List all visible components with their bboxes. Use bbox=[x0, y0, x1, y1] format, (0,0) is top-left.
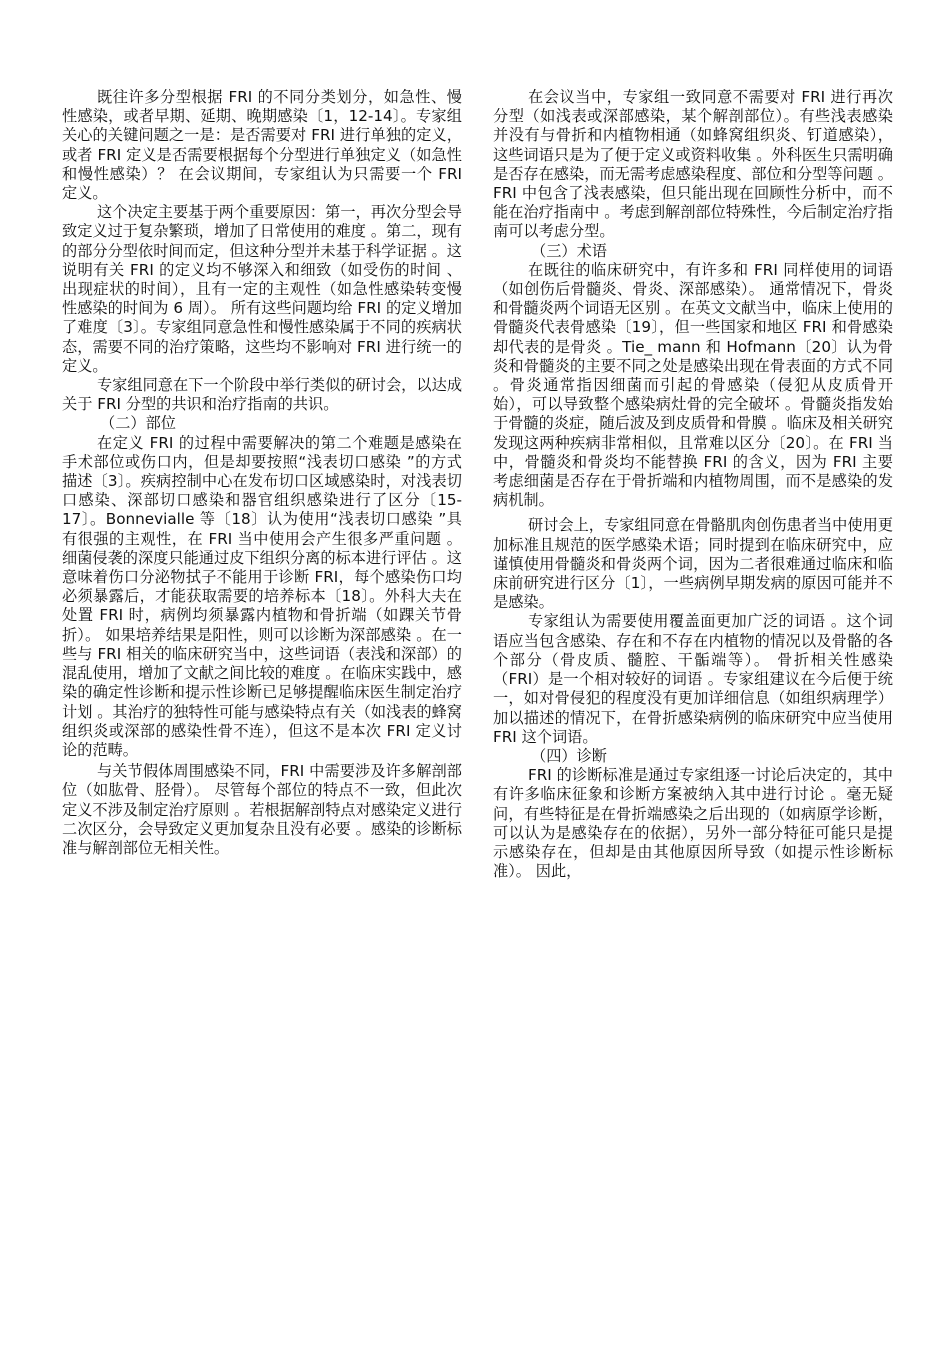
paragraph: 研讨会上，专家组同意在骨骼肌肉创伤患者当中使用更加标准且规范的医学感染术语；同时提到在临床研究中，应谨慎使用骨髓炎和骨炎两个词，因为二者很难通过临床和临床前研究进行区分〔1〕，一些病例早期发病的原因可能并不是感染。 bbox=[493, 516, 893, 612]
paragraph: 在既往的临床研究中，有许多和 FRI 同样使用的词语（如创伤后骨髓炎、骨炎、深部感染）。 通常情况下，骨炎和骨髓炎两个词语无区别 。在英文文献当中，临床上使用的骨髓炎代表骨感染〔19〕，但一些国家和地区 FRI 和骨感染却代表的是骨炎 。Tie_ mann 和 Hofmann〔20〕认为骨炎和骨髓炎的主要不同之处是感染出现在骨表面的方式不同 。骨炎通常指因细菌而引起的骨感染（侵犯从皮质骨开始），可以导致整个感染病灶骨的完全破坏 。骨髓炎指发始于骨髓的炎症，随后波及到皮质骨和骨膜 。临床及相关研究发现这两种疾病非常相似，且常难以区分〔20〕。在 FRI 当中，骨髓炎和骨炎均不能替换 FRI 的含义，因为 FRI 主要考虑细菌是否存在于骨折端和内植物周围，而不是感染的发病机制。 bbox=[493, 260, 893, 510]
paragraph: 与关节假体周围感染不同，FRI 中需要涉及许多解剖部位（如肱骨、胫骨）。 尽管每个部位的特点不一致，但此次定义不涉及制定治疗原则 。若根据解剖特点对感染定义进行二次区分，会导致定义更加复杂且没有必要 。感染的诊断标准与解剖部位无相关性。 bbox=[62, 762, 462, 857]
paragraph: 在定义 FRI 的过程中需要解决的第二个难题是感染在手术部位或伤口内，但是却要按照“浅表切口感染 ”的方式描述〔3〕。疾病控制中心在发布切口区域感染时，对浅表切口感染、深部切口感染和器官组织感染进行了区分〔15-17〕。Bonnevialle 等〔18〕认为使用“浅表切口感染 ”具有很强的主观性，在 FRI 当中使用会产生很多严重问题 。细菌侵袭的深度只能通过皮下组织分离的标本进行评估 。这意味着伤口分泌物拭子不能用于诊断 FRI，每个感染伤口均必须暴露后，才能获取需要的培养标本〔18〕。外科大夫在处置 FRI 时，病例均须暴露内植物和骨折端（如踝关节骨折）。 如果培养结果是阳性，则可以诊断为深部感染 。在一些与 FRI 相关的临床研究当中，这些词语（表浅和深部）的混乱使用，增加了文献之间比较的难度 。在临床实践中，感染的确定性诊断和提示性诊断已足够提醒临床医生制定治疗计划 。其治疗的独特性可能与感染特点有关（如浅表的蜂窝组织炎或深部的感染性骨不连），但这不是本次 FRI 定义讨论的范畴。 bbox=[62, 433, 462, 759]
right-column bbox=[493, 88, 893, 881]
section-heading-diagnosis: （四）诊断 bbox=[531, 746, 607, 765]
section-heading-terminology: （三）术语 bbox=[531, 241, 607, 260]
paragraph: 这个决定主要基于两个重要原因：第一，再次分型会导致定义过于复杂繁琐，增加了日常使用的难度 。第二，现有的部分分型依时间而定，但这种分型并未基于科学证据 。这说明有关 FRI 的定义均不够深入和细致（如受伤的时间 、出现症状的时间），且有一定的主观性（如急性感染转变慢性感染的时间为 6 周）。 所有这些问题均给 FRI 的定义增加了难度〔3〕。专家组同意急性和慢性感染属于不同的疾病状态，需要不同的治疗策略，这些均不影响对 FRI 进行统一的定义。 bbox=[62, 203, 462, 375]
paragraph: 既往许多分型根据 FRI 的不同分类划分，如急性、慢性感染，或者早期、延期、晚期感染〔1，12-14〕。专家组关心的关键问题之一是：是否需要对 FRI 进行单独的定义，或者 FRI 定义是否需要根据每个分型进行单独定义（如急性和慢性感染）？ 在会议期间，专家组认为只需要一个 FRI 定义。 bbox=[62, 88, 462, 203]
paragraph: 专家组认为需要使用覆盖面更加广泛的词语 。这个词语应当包含感染、存在和不存在内植物的情况以及骨骼的各个部分（骨皮质、髓腔、干骺端等）。 骨折相关性感染（FRI）是一个相对较好的词语 。专家组建议在今后便于统一，如对骨侵犯的程度没有更加详细信息（如组织病理学）加以描述的情况下，在骨折感染病例的临床研究中应当使用 FRI 这个词语。 bbox=[493, 612, 893, 746]
paragraph: 在会议当中，专家组一致同意不需要对 FRI 进行再次分型（如浅表或深部感染，某个解剖部位）。有些浅表感染并没有与骨折和内植物相通（如蜂窝组织炎、钉道感染），这些词语只是为了便于定义或资料收集 。外科医生只需明确是否存在感染，而无需考虑感染程度、部位和分型等问题 。FRI 中包含了浅表感染，但只能出现在回顾性分析中，而不能在治疗指南中 。考虑到解剖部位特殊性，今后制定治疗指南可以考虑分型。 bbox=[493, 88, 893, 241]
paragraph: FRI 的诊断标准是通过专家组逐一讨论后决定的，其中有许多临床征象和诊断方案被纳入其中进行讨论 。毫无疑问，有些特征是在骨折端感染之后出现的（如病原学诊断，可以认为是感染存在的依据），另外一部分特征可能只是提示感染存在，但却是由其他原因所导致（如提示性诊断标准）。 因此， bbox=[493, 766, 893, 881]
paragraph: 专家组同意在下一个阶段中举行类似的研讨会，以达成关于 FRI 分型的共识和治疗指南的共识。 bbox=[62, 376, 462, 414]
section-heading-location: （二）部位 bbox=[100, 414, 176, 433]
left-column bbox=[62, 88, 462, 858]
